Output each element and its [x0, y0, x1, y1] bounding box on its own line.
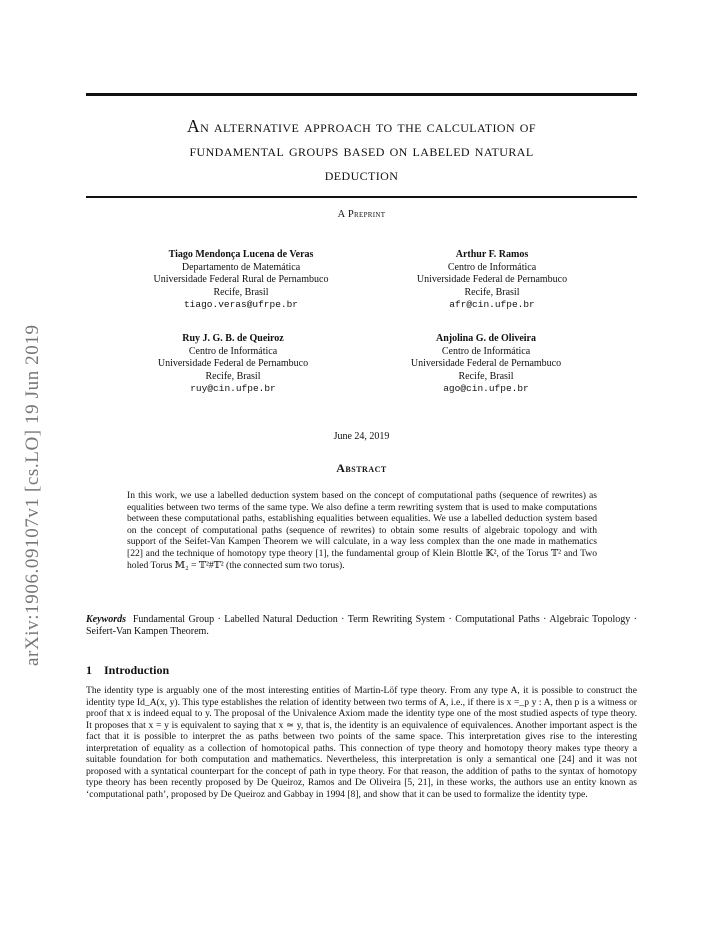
publication-date: June 24, 2019	[333, 431, 390, 442]
title-bottom-rule	[86, 196, 637, 198]
arxiv-identifier: arXiv:1906.09107v1 [cs.LO] 19 Jun 2019	[22, 324, 43, 666]
keywords-text: Fundamental Group · Labelled Natural Deduction · Term Rewriting System · Computational Paths · Algebraic Topology · Seifert-Van Kampen Theorem.	[86, 614, 638, 637]
preprint-label: A Preprint	[337, 209, 386, 220]
introduction-text: The identity type is arguably one of the most interesting entities of Martin-Löf type theory. From any type A, it is possible to construct the identity type Id_A(x, y). This type establishes the relation of identity between two terms of A, i.e., if there is x =_p y : A, then p is a witness or proof that x is indeed equal to y. The proposal of the Univalence Axiom made the identity type one of the most studied aspects of type theory. It proposes that x = y is equivalent to saying that x ≃ y, that is, the identity is an equivalence of equivalences. Another important aspect is the fact that it is possible to interpret the as paths between two points of the same space. This interpretation gives rise to the interesting interpretation of equality as a collection of homotopical paths. This connection of type theory and homotopy theory makes type theory a suitable foundation for both computation and mathematics. Nevertheless, this interpretation is only a semantical one [24] and it was not proposed with a syntatical counterpart for the concept of path in type theory. For that reason, the addition of paths to the syntax of homotopy type theory has been recently proposed by De Queiroz, Ramos and De Oliveira [5, 21], in these works, the authors use an entity known as ‘computational path’, proposed by De Queiroz and Gabbay in 1994 [8], and show that it can be used to formalize the identity type.	[86, 685, 637, 800]
title-line-1: n alternative approach to the calculation of	[200, 116, 536, 136]
author-block-4	[356, 333, 616, 396]
abstract-text: In this work, we use a labelled deduction system based on the concept of computational paths (sequence of rewrites) as equalities between two terms of the same type. We also define a term rewriting system that is used to make computations between these computational paths, establishing equalities between equalities. We use a labelled deduction system based on the concept of computational paths (sequence of rewrites) to obtain some results of algebraic topology and with support of the Seifet-Van Kampen Theorem we will calculate, in a way less complex than the one made in mathematics [22] and the technique of homotopy type theory [1], the fundamental group of Klein Blottle 𝕂², of the Torus 𝕋² and Two holed Torus 𝕄₂ = 𝕋²#𝕋² (the connected sum two torus).	[127, 490, 597, 571]
author-university: Universidade Federal de Pernambuco	[157, 358, 309, 369]
author-department: Departamento de Matemática	[181, 261, 301, 273]
author-department: Centro de Informática	[447, 261, 537, 273]
author-city: Recife, Brasil	[213, 286, 269, 298]
keywords-block	[86, 614, 637, 638]
author-university: Universidade Federal de Pernambuco	[416, 274, 568, 285]
section-number: 1	[86, 663, 92, 677]
author-city: Recife, Brasil	[464, 286, 520, 298]
author-name: Anjolina G. de Oliveira	[436, 333, 536, 344]
author-city: Recife, Brasil	[205, 370, 261, 382]
keywords-label: Keywords	[86, 614, 126, 625]
author-email[interactable]: ruy@cin.ufpe.br	[190, 383, 276, 394]
author-department: Centro de Informática	[188, 345, 278, 357]
author-department: Centro de Informática	[441, 345, 531, 357]
author-name: Ruy J. G. B. de Queiroz	[182, 333, 284, 344]
author-block-2	[362, 249, 622, 312]
author-city: Recife, Brasil	[458, 370, 514, 382]
paper-title	[86, 114, 637, 186]
abstract-heading: Abstract	[336, 461, 387, 475]
author-block-3	[103, 333, 363, 396]
author-name: Tiago Mendonça Lucena de Veras	[168, 249, 314, 260]
title-line-2: fundamental groups based on labeled natural	[189, 140, 534, 160]
title-top-rule	[86, 93, 637, 96]
section-heading	[86, 663, 169, 678]
author-university: Universidade Federal de Pernambuco	[410, 358, 562, 369]
title-initial: A	[187, 116, 201, 136]
section-title: Introduction	[104, 663, 170, 677]
author-block-1	[111, 249, 371, 312]
author-name: Arthur F. Ramos	[455, 249, 529, 260]
author-email[interactable]: afr@cin.ufpe.br	[449, 299, 535, 310]
author-email[interactable]: ago@cin.ufpe.br	[443, 383, 529, 394]
title-line-3: deduction	[324, 164, 399, 184]
author-email[interactable]: tiago.veras@ufrpe.br	[183, 299, 299, 310]
author-university: Universidade Federal Rural de Pernambuco	[153, 274, 329, 285]
